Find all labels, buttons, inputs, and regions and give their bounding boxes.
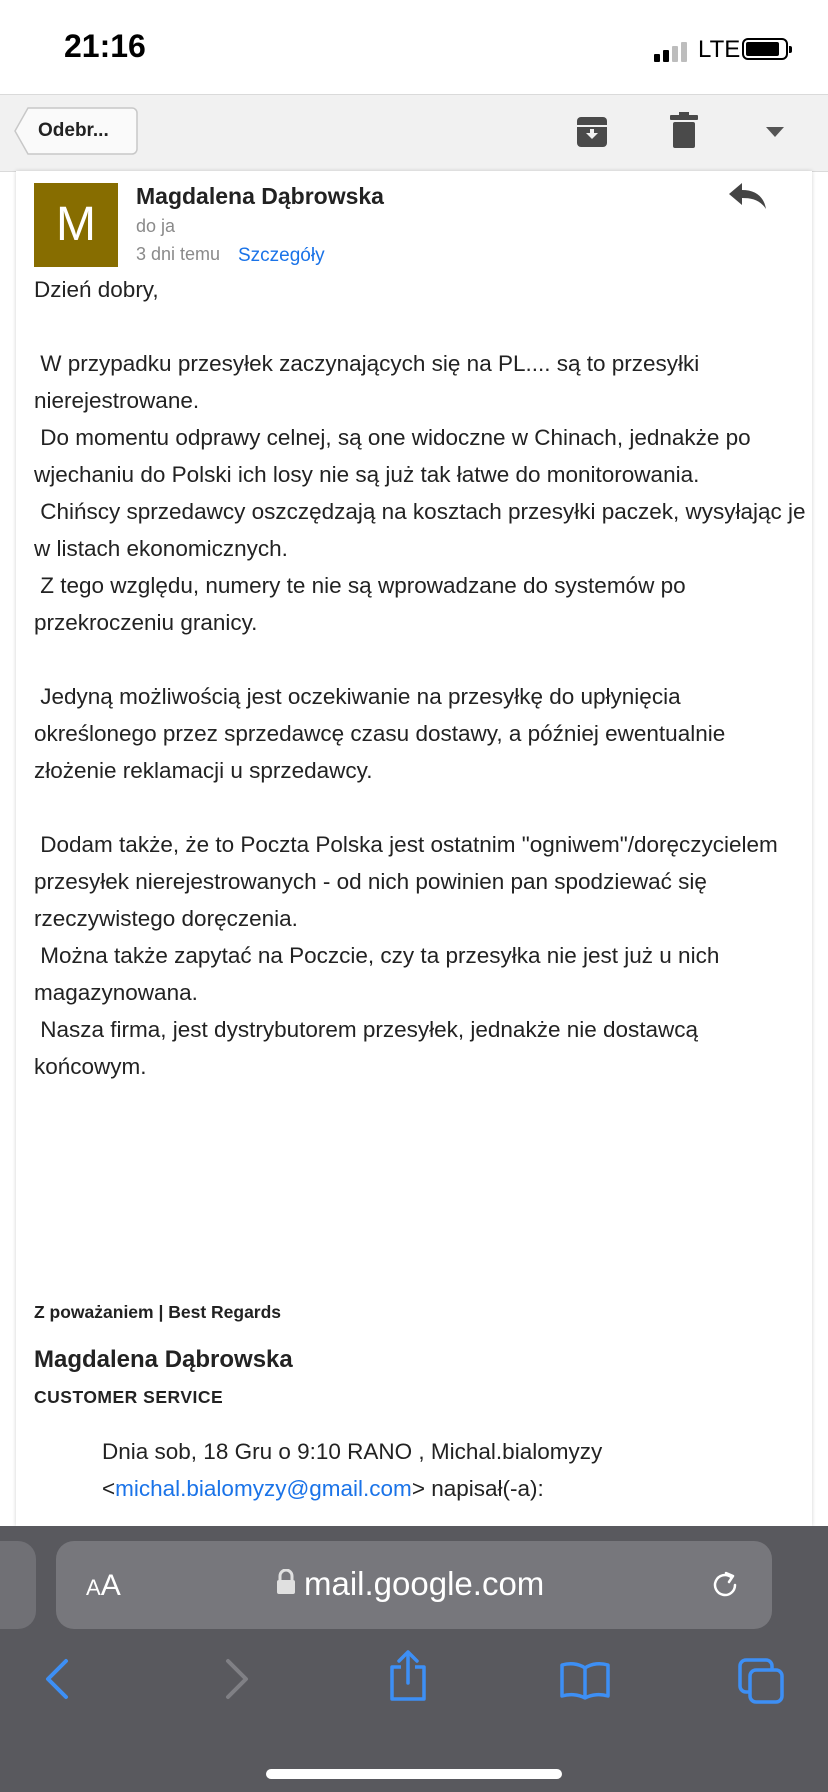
message-body [34, 271, 809, 1085]
reload-icon[interactable] [709, 1569, 741, 1601]
greeting-text: Dzień dobry, [34, 277, 159, 302]
address-bar[interactable] [56, 1541, 772, 1629]
message-date: 3 dni temu [136, 244, 221, 264]
quote-wrote: napisał(-a): [424, 1476, 544, 1501]
details-link[interactable]: Szczegóły [238, 245, 325, 266]
sender-avatar: M [34, 183, 118, 267]
network-type: LTE [698, 36, 741, 63]
paragraph-1: W przypadku przesyłek zaczynających się na PL.... są to przesyłki nierejestrowane. Do momentu odprawy celnej, są one widoczne w Chinach, jednakże po wjechaniu do Polski ich losy nie są już tak łatwe do monitorowania. Chińscy sprzedawcy oszczędzają na kosztach przesyłki paczek, wysyłając je w listach ekonomicznych. Z tego względu, numery te nie są wprowadzane do systemów po przekroczeniu granicy. [34, 351, 806, 635]
url-text: mail.google.com [304, 1565, 545, 1602]
back-to-inbox-button[interactable] [14, 107, 138, 155]
tabs-icon[interactable] [738, 1658, 784, 1704]
back-button-label: Odebr... [38, 120, 109, 141]
signature-name: Magdalena Dąbrowska [34, 1346, 293, 1373]
text-size-button[interactable]: AA [86, 1569, 121, 1602]
quote-email-link[interactable]: michal.bialomyzy@gmail.com [115, 1476, 412, 1501]
reply-icon[interactable] [728, 181, 768, 211]
message-card [16, 171, 812, 1526]
bookmarks-icon[interactable] [560, 1660, 610, 1700]
mail-toolbar [0, 94, 828, 172]
lock-icon [276, 1569, 296, 1595]
paragraph-3: Dodam także, że to Poczta Polska jest ostatnim "ogniwem"/doręczycielem przesyłek nierejestrowanych - od nich powinien pan spodziewać się rzeczywistego doręczenia. Można także zapytać na Poczcie, czy ta przesyłka nie jest już u nich magazynowana. Nasza firma, jest dystrybutorem przesyłek, jednakże nie dostawcą końcowym. [34, 832, 778, 1079]
browser-back-icon[interactable] [44, 1658, 70, 1700]
paragraph-2: Jedyną możliwością jest oczekiwanie na przesyłkę do upłynięcia określonego przez sprzedawcę czasu dostawy, a później ewentualnie złożenie reklamacji u sprzedawcy. [34, 684, 732, 783]
quote-date-line: Dnia sob, 18 Gru o 9:10 RANO , Michal.bialomyzy [102, 1439, 603, 1464]
status-bar [0, 0, 828, 94]
signature-role: CUSTOMER SERVICE [34, 1387, 224, 1407]
share-icon[interactable] [388, 1650, 428, 1702]
quoted-header: Dnia sob, 18 Gru o 9:10 RANO , Michal.bialomyzy <michal.bialomyzy@gmail.com> napisał(-a): [102, 1439, 603, 1501]
browser-toolbar [0, 1526, 828, 1792]
sender-name: Magdalena Dąbrowska [136, 183, 384, 209]
recipient-line: do ja [136, 216, 176, 236]
trash-icon[interactable] [670, 111, 698, 149]
more-dropdown-icon[interactable] [766, 127, 784, 137]
status-time: 21:16 [64, 28, 146, 64]
battery-icon [742, 38, 788, 60]
cellular-signal-icon [654, 40, 692, 62]
archive-icon[interactable] [576, 115, 608, 149]
previous-tab-preview[interactable] [0, 1541, 36, 1629]
browser-forward-icon[interactable] [224, 1658, 250, 1700]
home-indicator [266, 1769, 562, 1779]
signature-regards: Z poważaniem | Best Regards [34, 1302, 282, 1322]
